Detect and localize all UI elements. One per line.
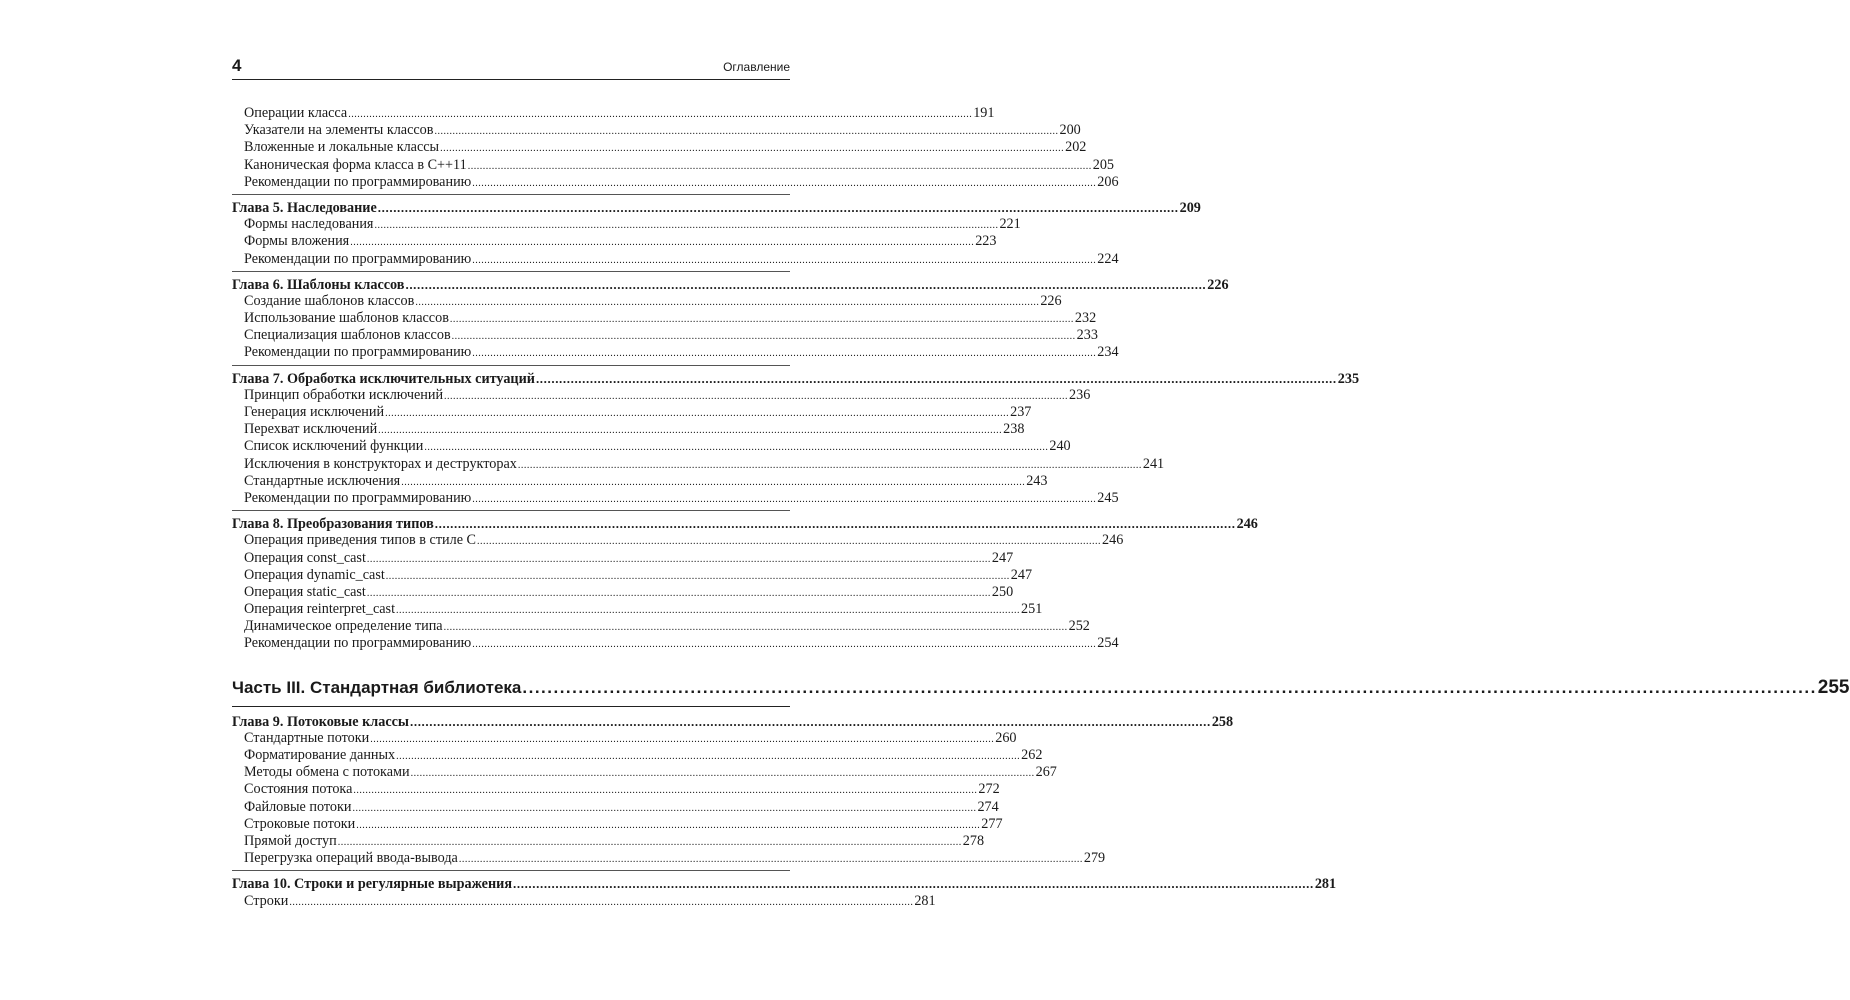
dot-leader: ................................................................................................................................................................................................................ [405,276,1207,292]
section-rule [232,365,790,366]
dot-leader: ................................................................................................................................................................................................................ [348,109,973,120]
dot-leader: ................................................................................................................................................................................................................ [535,370,1337,386]
dot-leader: ................................................................................................................................................................................................................ [374,220,999,232]
toc-entry[interactable]: Исключения в конструкторах и деструкторах ................................................................................................................................................................................................................ 241 [232,456,790,473]
toc-entry[interactable]: Создание шаблонов классов ................................................................................................................................................................................................................ 226 [232,293,790,310]
toc-entry[interactable]: Прямой доступ ................................................................................................................................................................................................................ 278 [232,833,790,850]
dot-leader: ................................................................................................................................................................................................................ [385,570,1010,582]
dot-leader: ................................................................................................................................................................................................................ [366,587,991,599]
running-head: Оглавление [723,60,790,74]
toc-entry[interactable]: Указатели на элементы классов ................................................................................................................................................................................................................ 200 [232,122,790,139]
dot-leader: ................................................................................................................................................................................................................ [472,348,1097,360]
toc-entry[interactable]: Формы вложения ................................................................................................................................................................................................................ 223 [232,233,790,250]
toc-entry[interactable]: Форматирование данных ................................................................................................................................................................................................................ 262 [232,747,790,764]
dot-leader: ................................................................................................................................................................................................................ [472,493,1097,505]
dot-leader: ................................................................................................................................................................................................................ [396,751,1021,762]
toc-entry[interactable]: Рекомендации по программированию ................................................................................................................................................................................................................ 224 [232,251,790,268]
dot-leader: ................................................................................................................................................................................................................ [410,713,1211,729]
dot-leader: ................................................................................................................................................................................................................ [449,314,1074,326]
toc-entry[interactable]: Каноническая форма класса в C++11 ................................................................................................................................................................................................................ 205 [232,157,790,174]
section-rule [232,510,790,511]
dot-leader: ................................................................................................................................................................................................................ [378,425,1003,437]
toc-entry[interactable]: Операции класса ................................................................................................................................................................................................................ 191 [232,105,790,122]
toc-entry[interactable]: Вложенные и локальные классы ................................................................................................................................................................................................................ 202 [232,139,790,156]
dot-leader: ................................................................................................................................................................................................................ [352,802,977,814]
dot-leader: ................................................................................................................................................................................................................ [472,177,1097,189]
dot-leader: ................................................................................................................................................................................................................ [517,459,1142,471]
table-of-contents [232,105,1850,910]
dot-leader: ................................................................................................................................................................................................................ [353,785,978,797]
toc-entry[interactable]: Принцип обработки исключений ................................................................................................................................................................................................................ 236 [232,387,790,404]
toc-entry[interactable]: Операция dynamic_cast ................................................................................................................................................................................................................ 247 [232,567,790,584]
toc-entry[interactable]: Стандартные исключения ................................................................................................................................................................................................................ 243 [232,473,790,490]
dot-leader: ................................................................................................................................................................................................................ [385,408,1010,419]
dot-leader: ................................................................................................................................................................................................................ [410,768,1035,780]
toc-entry[interactable]: Рекомендации по программированию ................................................................................................................................................................................................................ 234 [232,344,790,361]
dot-leader: ................................................................................................................................................................................................................ [434,516,1236,532]
dot-leader: ................................................................................................................................................................................................................ [396,605,1021,617]
dot-leader: ................................................................................................................................................................................................................ [472,254,1097,266]
toc-entry[interactable]: Строки ................................................................................................................................................................................................................ 281 [232,893,790,910]
dot-leader: ................................................................................................................................................................................................................ [356,819,981,831]
dot-leader: ................................................................................................................................................................................................................ [440,143,1065,155]
page-number: 4 [232,56,242,75]
toc-entry[interactable]: Состояния потока ................................................................................................................................................................................................................ 272 [232,781,790,798]
dot-leader: ................................................................................................................................................................................................................ [472,639,1097,651]
dot-leader: ................................................................................................................................................................................................................ [370,733,995,745]
page-header [232,56,790,78]
toc-entry[interactable]: Динамическое определение типа ................................................................................................................................................................................................................ 252 [232,618,790,635]
dot-leader: ................................................................................................................................................................................................................ [513,876,1314,892]
toc-entry[interactable]: Строковые потоки ................................................................................................................................................................................................................ 277 [232,816,790,833]
section-rule [232,271,790,272]
dot-leader: ................................................................................................................................................................................................................ [477,536,1102,548]
toc-entry[interactable]: Перехват исключений ................................................................................................................................................................................................................ 238 [232,421,790,438]
toc-entry[interactable]: Рекомендации по программированию ................................................................................................................................................................................................................ 254 [232,635,790,652]
dot-leader: ................................................................................................................................................................................................................ [434,126,1059,138]
toc-entry[interactable]: Файловые потоки ................................................................................................................................................................................................................ 274 [232,799,790,816]
dot-leader: ................................................................................................................................................................................................................ [377,199,1179,215]
toc-entry[interactable]: Операция const_cast ................................................................................................................................................................................................................ 247 [232,550,790,567]
toc-entry[interactable]: Формы наследования ................................................................................................................................................................................................................ 221 [232,216,790,233]
toc-entry[interactable]: Рекомендации по программированию ................................................................................................................................................................................................................ 245 [232,490,790,507]
toc-entry[interactable]: Генерация исключений ................................................................................................................................................................................................................ 237 [232,404,790,421]
dot-leader: ................................................................................................................................................................................................................ [444,390,1069,402]
header-rule [232,79,790,80]
dot-leader: ................................................................................................................................................................................................................ [289,896,914,908]
toc-entry[interactable]: Операция reinterpret_cast ................................................................................................................................................................................................................ 251 [232,601,790,618]
dot-leader: ................................................................................................................................................................................................................ [366,553,991,565]
toc-entry[interactable]: Использование шаблонов классов ................................................................................................................................................................................................................ 232 [232,310,790,327]
dot-leader: ................................................................................................................................................................................................................ [337,836,962,848]
book-page [232,0,1850,1000]
toc-entry[interactable]: Рекомендации по программированию ................................................................................................................................................................................................................ 206 [232,174,790,191]
toc-entry[interactable]: Стандартные потоки ................................................................................................................................................................................................................ 260 [232,730,790,747]
toc-part-3[interactable]: Часть III. Стандартная библиотека ................................................................................................................................................................................................................ 255 [232,675,790,701]
toc-entry[interactable]: Методы обмена с потоками ................................................................................................................................................................................................................ 267 [232,764,790,781]
toc-chapter-7[interactable]: Глава 7. Обработка исключительных ситуаций ................................................................................................................................................................................................................ 235 [232,370,1360,387]
dot-leader: ................................................................................................................................................................................................................ [451,331,1076,343]
toc-chapter-9[interactable]: Глава 9. Потоковые классы ................................................................................................................................................................................................................ 258 [232,713,1234,730]
dot-leader: ................................................................................................................................................................................................................ [424,442,1049,454]
toc-chapter-8[interactable]: Глава 8. Преобразования типов ................................................................................................................................................................................................................ 246 [232,516,1258,533]
toc-chapter-6[interactable]: Глава 6. Шаблоны классов ................................................................................................................................................................................................................ 226 [232,276,1229,293]
toc-chapter-10[interactable]: Глава 10. Строки и регулярные выражения ................................................................................................................................................................................................................ 281 [232,876,1337,893]
toc-entry[interactable]: Перегрузка операций ввода-вывода ................................................................................................................................................................................................................ 279 [232,850,790,867]
dot-leader: ................................................................................................................................................................................................................ [401,476,1026,488]
toc-chapter-5[interactable]: Глава 5. Наследование ................................................................................................................................................................................................................ 209 [232,199,1201,216]
toc-entry[interactable]: Список исключений функции ................................................................................................................................................................................................................ 240 [232,438,790,455]
toc-entry[interactable]: Операция приведения типов в стиле С ................................................................................................................................................................................................................ 246 [232,532,790,549]
dot-leader: ................................................................................................................................................................................................................ [443,622,1068,634]
dot-leader: ................................................................................................................................................................................................................ [458,854,1083,866]
part-rule [232,706,790,707]
toc-entry[interactable]: Операция static_cast ................................................................................................................................................................................................................ 250 [232,584,790,601]
toc-entry[interactable]: Специализация шаблонов классов ................................................................................................................................................................................................................ 233 [232,327,790,344]
dot-leader: ................................................................................................................................................................................................................ [522,677,1817,697]
dot-leader: ................................................................................................................................................................................................................ [467,160,1092,172]
section-rule [232,870,790,871]
dot-leader: ................................................................................................................................................................................................................ [415,296,1040,308]
part-block [232,675,1850,707]
dot-leader: ................................................................................................................................................................................................................ [350,237,975,249]
section-rule [232,194,790,195]
